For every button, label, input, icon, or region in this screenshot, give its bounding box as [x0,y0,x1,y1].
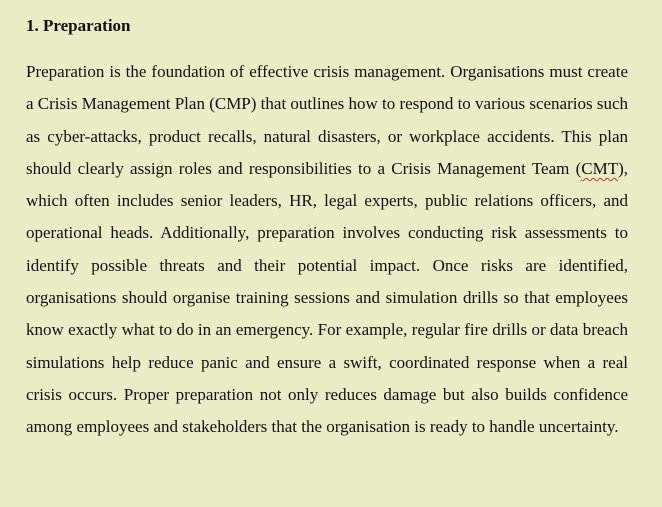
document-body [26,14,628,444]
paragraph-text-part-1: Preparation is the foundation of effective crisis management. Organisations must create a Crisis Management Plan (CMP) that outlines how to respond to various scenarios such as cyber-attacks, product recalls, natural disasters, or workplace accidents. This plan should clearly assign roles and responsibilities to a Crisis Management Team ( [26,62,628,178]
section-paragraph [26,56,628,444]
section-heading: 1. Preparation [26,16,131,35]
spellcheck-flagged-word[interactable]: CMT [581,158,619,178]
paragraph-text-part-2: ), which often includes senior leaders, HR, legal experts, public relations officers, and operational heads. Additionally, preparation involves conducting risk assessments to identify possible threats and their potential impact. Once risks are identified, organisations should organise training sessions and simulation drills so that employees know exactly what to do in an emergency. For example, regular fire drills or data breach simulations help reduce panic and ensure a swift, coordinated response when a real crisis occurs. Proper preparation not only reduces damage but also builds confidence among employees and stakeholders that the organisation is ready to handle uncertainty. [26,158,628,437]
